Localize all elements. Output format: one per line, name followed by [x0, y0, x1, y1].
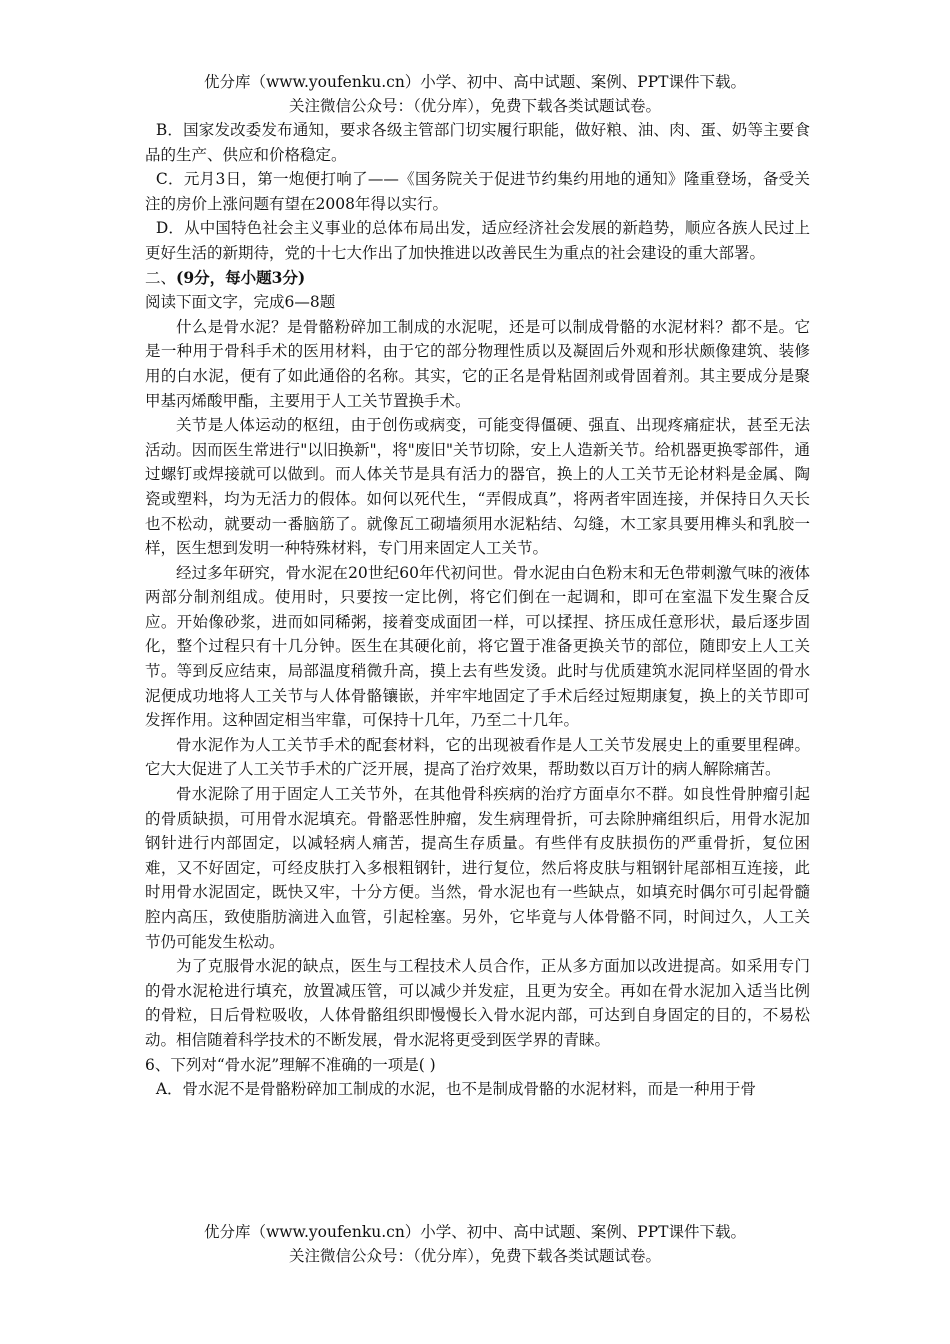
option-b-previous-question: B．国家发改委发布通知，要求各级主管部门切实履行职能，做好粮、油、肉、蛋、奶等主要食品的生产、供应和价格稳定。 — [145, 121, 810, 164]
passage-paragraph-6: 为了克服骨水泥的缺点，医生与工程技术人员合作，正从多方面加以改进提高。如采用专门的骨水泥枪进行填充，放置减压管，可以减少并发症，且更为安全。再如在骨水泥加入适当比例的骨粒，日后骨粒吸收，人体骨骼组织即慢慢长入骨水泥内部，可达到自身固定的目的，不易松动。相信随着科学技术的不断发展，骨水泥将更受到医学界的青睐。 — [145, 957, 810, 1049]
page-footer-line-1: 优分库（www.youfenku.cn）小学、初中、高中试题、案例、PPT课件下载。 — [203, 1223, 747, 1241]
document-body — [145, 118, 810, 1102]
passage-paragraph-3: 经过多年研究，骨水泥在20世纪60年代初问世。骨水泥由白色粉末和无色带刺激气味的液体两部分制剂组成。使用时，只要按一定比例，将它们倒在一起调和，即可在室温下发生聚合反应。开始像砂浆，进而如同稀粥，接着变成面团一样，可以揉捏、挤压成任意形状，最后逐步固化，整个过程只有十几分钟。医生在其硬化前，将它置于准备更换关节的部位，随即安上人工关节。等到反应结束，局部温度稍微升高，摸上去有些发烫。此时与优质建筑水泥同样坚固的骨水泥便成功地将人工关节与人体骨骼镶嵌，并牢牢地固定了手术后经过短期康复，换上的关节即可发挥作用。这种固定相当牢靠，可保持十几年，乃至二十几年。 — [145, 563, 810, 730]
page-header-line-1: 优分库（www.youfenku.cn）小学、初中、高中试题、案例、PPT课件下载。 — [203, 73, 747, 91]
question-6-stem: 6、下列对“骨水泥”理解不准确的一项是( ) — [145, 1055, 436, 1074]
section-instruction: 阅读下面文字，完成6—8题 — [145, 293, 336, 312]
passage-paragraph-4: 骨水泥作为人工关节手术的配套材料，它的出现被看作是人工关节发展史上的重要里程碑。它大大促进了人工关节手术的广泛开展，提高了治疗效果，帮助数以百万计的病人解除痛苦。 — [145, 735, 810, 779]
option-c-previous-question: C．元月3日，第一炮便打响了——《国务院关于促进节约集约用地的通知》隆重登场，备受关注的房价上涨问题有望在2008年得以实行。 — [145, 170, 810, 213]
page-header-line-2: 关注微信公众号：（优分库），免费下载各类试题试卷。 — [288, 97, 661, 115]
section-title — [145, 266, 810, 291]
passage-paragraph-1: 什么是骨水泥？是骨骼粉碎加工制成的水泥呢，还是可以制成骨骼的水泥材料？都不是。它是一种用于骨科手术的医用材料，由于它的部分物理性质以及凝固后外观和形状颇像建筑、装修用的白水泥，便有了如此通俗的名称。其实，它的正名是骨粘固剂或骨固着剂。其主要成分是聚甲基丙烯酸甲酯，主要用于人工关节置换手术。 — [145, 317, 810, 410]
question-6-option-a: A．骨水泥不是骨骼粉碎加工制成的水泥，也不是制成骨骼的水泥材料，而是一种用于骨 — [155, 1080, 757, 1099]
passage-paragraph-5: 骨水泥除了用于固定人工关节外，在其他骨科疾病的治疗方面卓尔不群。如良性骨肿瘤引起的骨质缺损，可用骨水泥填充。骨骼恶性肿瘤，发生病理骨折，可去除肿痛组织后，用骨水泥加钢针进行内部固定，以减轻病人痛苦，提高生存质量。有些伴有皮肤损伤的严重骨折，复位困难，又不好固定，可经皮肤打入多根粗钢针，进行复位，然后将皮肤与粗钢针尾部相互连接，此时用骨水泥固定，既快又牢，十分方便。当然，骨水泥也有一些缺点，如填充时偶尔可引起骨髓腔内高压，致使脂肪滴进入血管，引起栓塞。另外，它毕竟与人体骨骼不同，时间过久，人工关节仍可能发生松动。 — [145, 785, 810, 951]
passage-paragraph-2: 关节是人体运动的枢纽，由于创伤或病变，可能变得僵硬、强直、出现疼痛症状，甚至无法活动。因而医生常进行"以旧换新"，将"废旧"关节切除，安上人造新关节。给机器更换零部件，通过螺钉或焊接就可以做到。而人体关节是具有活力的器官，换上的人工关节无论材料是金属、陶瓷或塑料，均为无活力的假体。如何以死代生，“弄假成真”，将两者牢固连接，并保持日久天长也不松动，就要动一番脑筋了。就像瓦工砌墙须用水泥粘结、勾缝，木工家具要用榫头和乳胶一样，医生想到发明一种特殊材料，专门用来固定人工关节。 — [145, 416, 810, 558]
section-title-prefix: 二、 — [145, 268, 177, 287]
section-title-score: (9分，每小题3分) — [176, 267, 306, 287]
page-footer-line-2: 关注微信公众号：（优分库），免费下载各类试题试卷。 — [288, 1247, 661, 1265]
option-d-previous-question: D．从中国特色社会主义事业的总体布局出发，适应经济社会发展的新趋势，顺应各族人民过上更好生活的新期待，党的十七大作出了加快推进以改善民生为重点的社会建设的重大部署。 — [145, 219, 810, 262]
